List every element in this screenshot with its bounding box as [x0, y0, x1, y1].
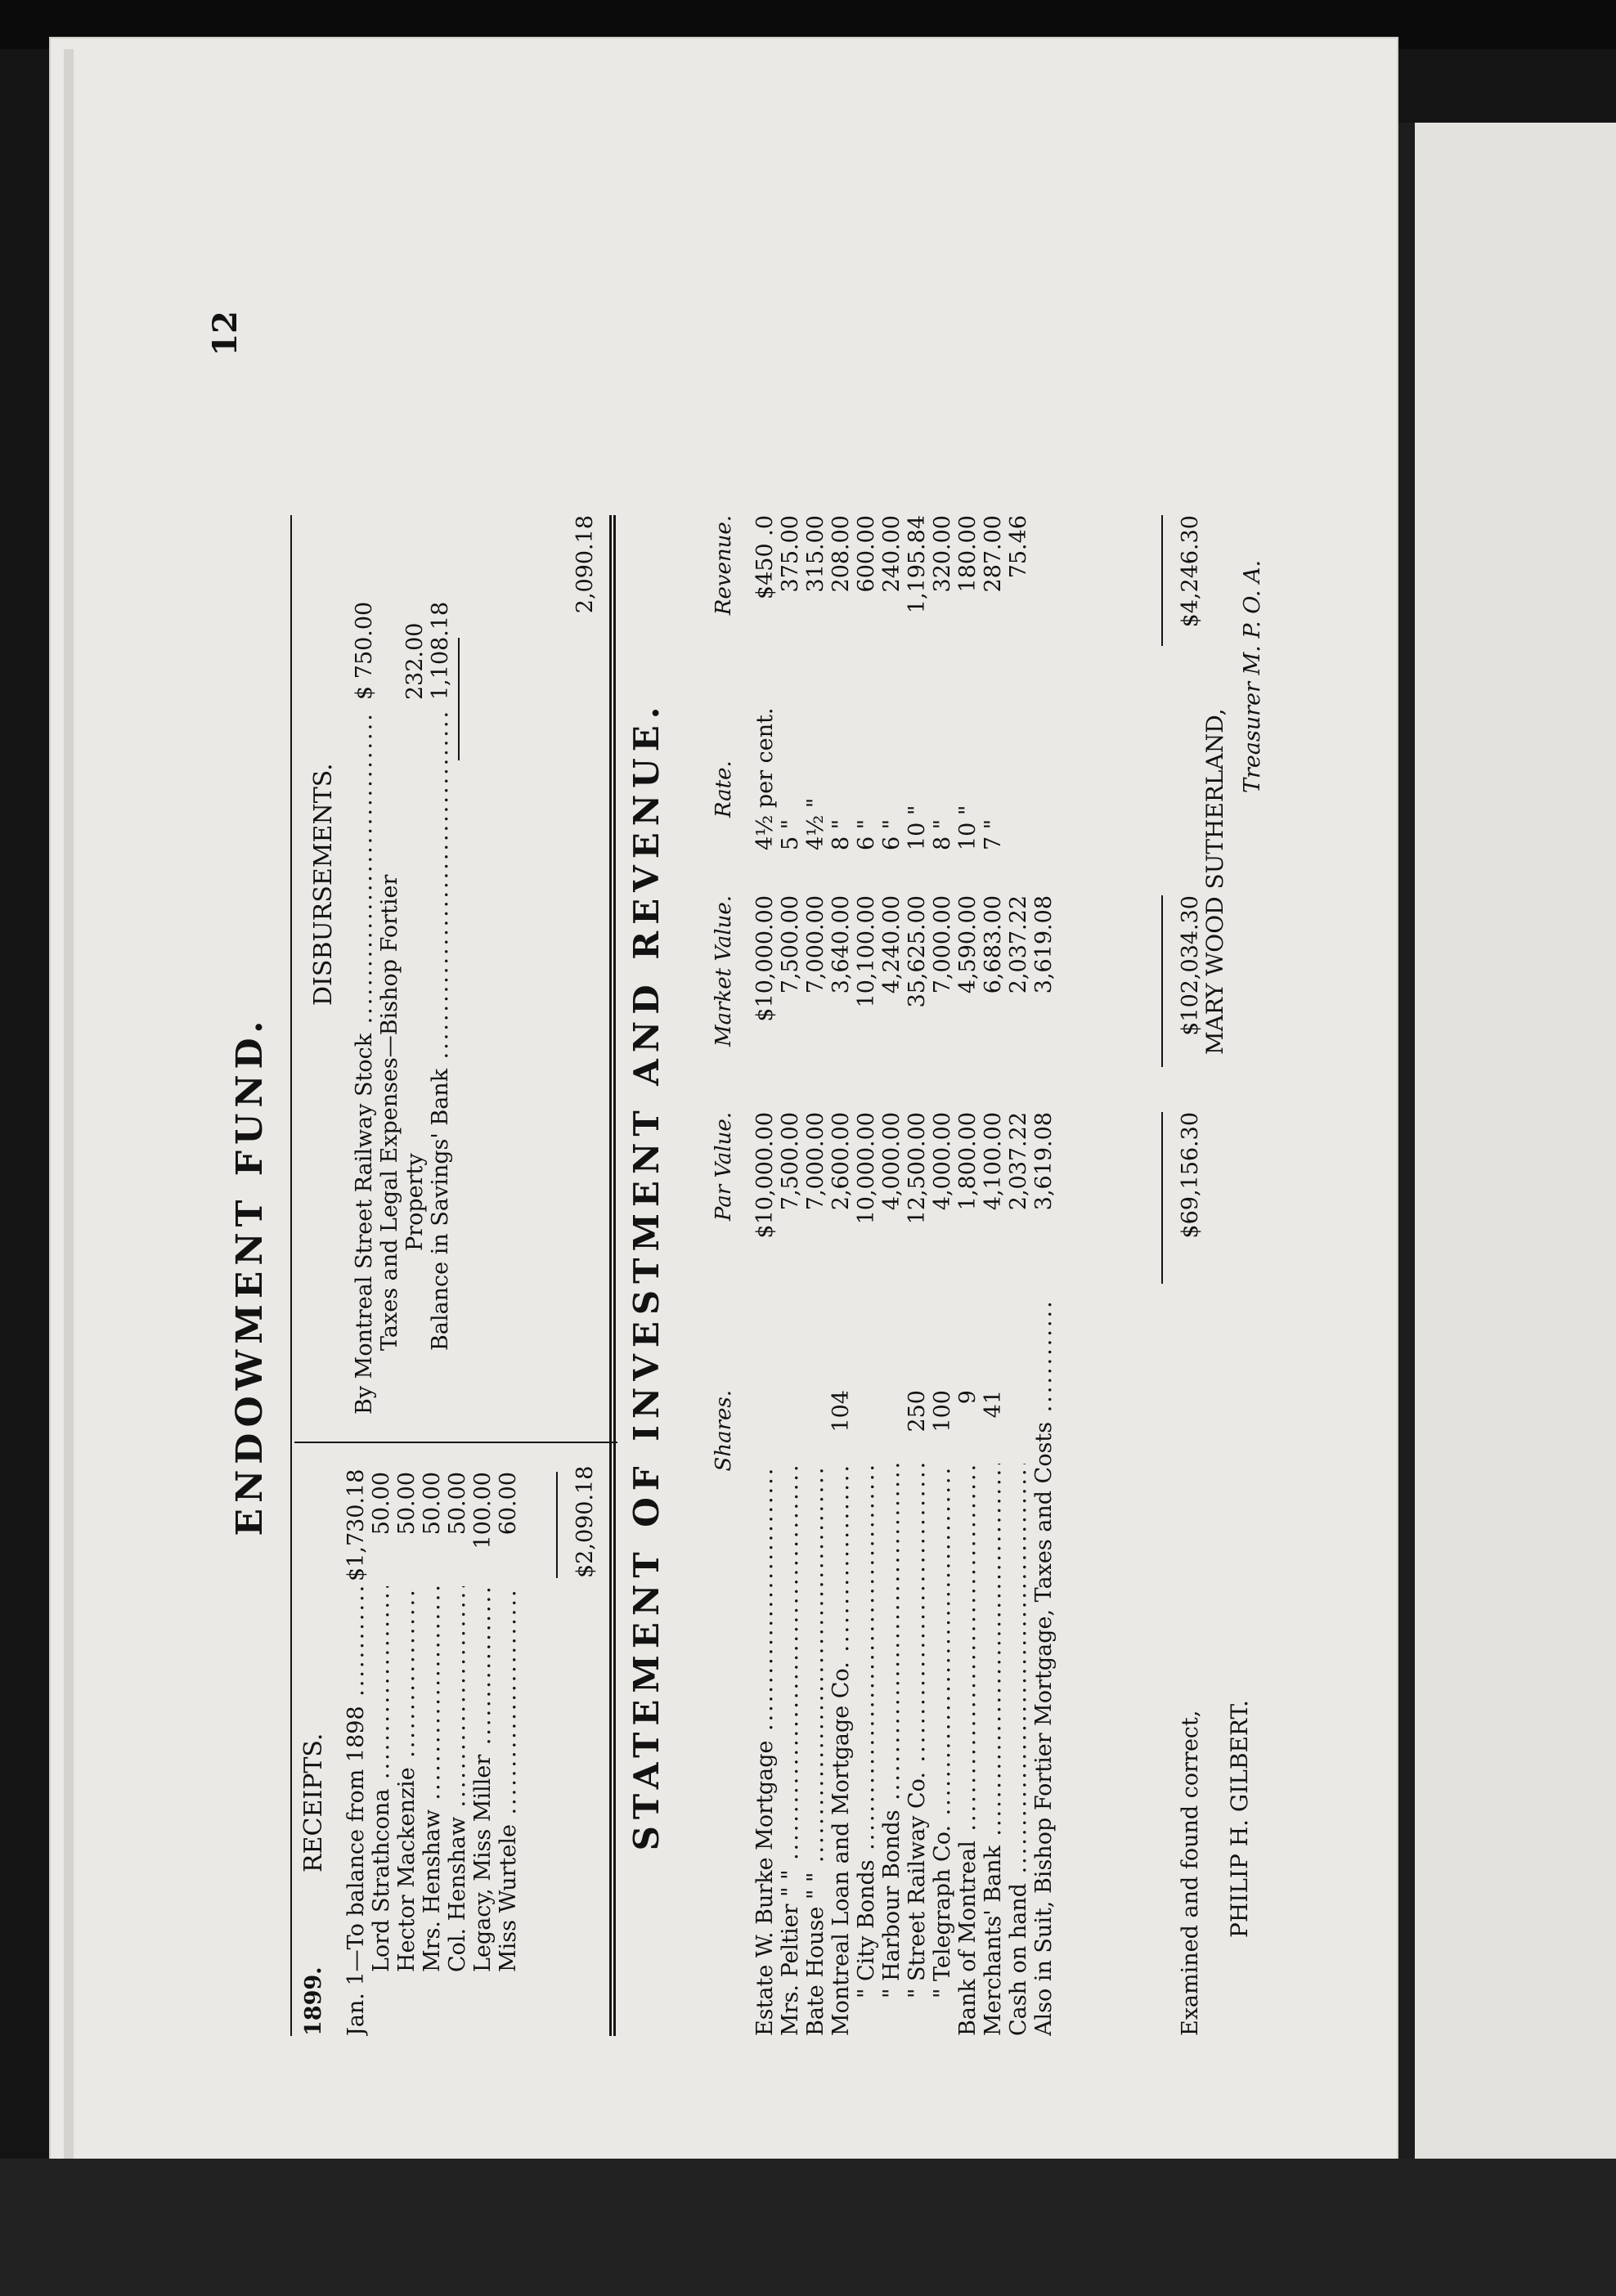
table-row	[981, 515, 1006, 2036]
receipt-row	[343, 1469, 369, 2036]
receipt-row	[445, 1472, 470, 2036]
holding-revenue: 600.00	[854, 515, 879, 593]
holding-rate: 6 "	[879, 818, 905, 850]
disbursements-heading: DISBURSEMENTS.	[309, 763, 338, 1006]
disbursement-label: Balance in Savings' Bank .....	[428, 711, 453, 1415]
table-row	[828, 515, 854, 2036]
holding-revenue: 1,195.84	[905, 515, 930, 614]
holding-name: " Telegraph Co. .....	[930, 1464, 955, 2036]
holding-rate: 6 "	[854, 818, 879, 850]
table-row	[905, 515, 930, 2036]
endowment-fund-title: ENDOWMENT FUND.	[229, 1015, 271, 1536]
table-row	[1006, 515, 1031, 2036]
receipt-label: Jan. 1—To balance from 1898 .....	[343, 1586, 369, 2036]
table-row	[879, 515, 905, 2036]
holding-par: 2,600.00	[828, 1112, 854, 1211]
receipt-label: Legacy, Miss Miller .....	[470, 1586, 496, 2036]
receipts-total: $2,090.18	[572, 1465, 598, 1578]
receipt-amount: 50.00	[420, 1472, 445, 1536]
receipt-amount: 50.00	[445, 1472, 470, 1536]
receipt-label: Hector Mackenzie .....	[394, 1586, 420, 2036]
holding-par: 3,619.08	[1031, 1112, 1057, 1211]
receipt-row	[369, 1472, 394, 2036]
table-row	[778, 515, 803, 2036]
holding-name: Bank of Montreal .....	[955, 1464, 981, 2036]
holding-name: Also in Suit, Bishop Fortier Mortgage, Taxes and Costs .....	[1031, 1300, 1057, 2036]
page-number: 12	[206, 311, 245, 357]
holding-rate: 8 "	[930, 818, 955, 850]
holding-shares: 104	[828, 1390, 854, 1433]
col-shares-header: Shares.	[711, 1390, 736, 1472]
disbursement-row	[377, 531, 402, 1415]
investment-table	[752, 515, 1057, 2036]
receipts-year: 1899.	[301, 1966, 326, 2036]
disbursement-row	[428, 531, 453, 1415]
holding-market: 4,240.00	[879, 895, 905, 994]
top-rule	[290, 515, 292, 2036]
holding-market: 6,683.00	[981, 895, 1006, 994]
holding-rate: 10 "	[955, 805, 981, 850]
disbursement-label: Property	[402, 1153, 428, 1251]
holding-par: 2,037.22	[1006, 1112, 1031, 1211]
holding-market: 4,590.00	[955, 895, 981, 994]
treasurer-title: Treasurer M. P. O. A.	[1240, 559, 1265, 793]
receipt-row	[496, 1472, 521, 2036]
disbursements-total: 2,090.18	[572, 515, 598, 614]
holding-name: " Harbour Bonds .....	[879, 1464, 905, 2036]
receipts-sum-rule	[556, 1472, 558, 1578]
section-divider	[609, 515, 616, 2036]
disbursement-row	[352, 531, 377, 1415]
disbursement-amount	[377, 531, 402, 711]
holding-market: 7,500.00	[778, 895, 803, 994]
receipts-list	[343, 1469, 521, 2036]
holding-revenue: 208.00	[828, 515, 854, 593]
holding-par: 12,500.00	[905, 1112, 930, 1225]
table-row	[930, 515, 955, 2036]
holding-rate: 4½ per cent.	[752, 707, 778, 850]
rotated-document	[206, 278, 1265, 2036]
holding-shares: 41	[981, 1390, 1006, 1419]
holding-par: 1,800.00	[955, 1112, 981, 1211]
revenue-sum-rule	[1161, 515, 1163, 646]
disbursements-sum-rule	[458, 638, 460, 760]
holding-par: 4,000.00	[879, 1112, 905, 1211]
holding-market: 10,100.00	[854, 895, 879, 1008]
holding-market: $10,000.00	[752, 895, 778, 1022]
receipt-row	[470, 1472, 496, 2036]
receipt-amount: 100.00	[470, 1472, 496, 1549]
holding-par: 4,100.00	[981, 1112, 1006, 1211]
holding-name: Estate W. Burke Mortgage .....	[752, 1464, 778, 2036]
holding-name: Montreal Loan and Mortgage Co. .....	[828, 1464, 854, 2036]
disbursement-label: Taxes and Legal Expenses—Bishop Fortier	[377, 874, 402, 1351]
holding-market: 35,625.00	[905, 895, 930, 1008]
disbursements-list	[352, 531, 453, 1415]
holding-rate: 4½ "	[803, 797, 828, 850]
holding-revenue: 375.00	[778, 515, 803, 593]
page-edge	[64, 49, 74, 2175]
holding-revenue: $450 .0	[752, 515, 778, 600]
receipt-amount: 60.00	[496, 1472, 521, 1536]
receipt-row	[420, 1472, 445, 2036]
auditor-signature: PHILIP H. GILBERT.	[1226, 1699, 1253, 1938]
holding-shares: 250	[905, 1390, 930, 1433]
holding-name: " City Bonds .....	[854, 1464, 879, 2036]
holding-shares: 100	[930, 1390, 955, 1433]
holding-revenue: 240.00	[879, 515, 905, 593]
col-market-header: Market Value.	[711, 895, 736, 1047]
holding-market: 7,000.00	[930, 895, 955, 994]
market-sum-rule	[1161, 895, 1163, 1067]
holding-rate: 7 "	[981, 818, 1006, 850]
receipt-label: Mrs. Henshaw .....	[420, 1586, 445, 2036]
receipt-amount: 50.00	[394, 1472, 420, 1536]
holding-market: 2,037.22	[1006, 895, 1031, 994]
col-par-header: Par Value.	[711, 1112, 736, 1222]
scan-bottom-band	[0, 2159, 1616, 2296]
holding-revenue: 75.46	[1006, 515, 1031, 579]
holding-rate: 8 "	[828, 818, 854, 850]
receipt-label: Miss Wurtele .....	[496, 1586, 521, 2036]
holding-name: Mrs. Peltier " " .....	[778, 1464, 803, 2036]
disbursement-amount: $ 750.00	[352, 601, 377, 700]
par-sum-rule	[1161, 1112, 1163, 1284]
holding-name: Cash on hand .....	[1006, 1464, 1031, 2036]
receipt-amount: 50.00	[369, 1472, 394, 1536]
table-row	[854, 515, 879, 2036]
holding-rate: 10 "	[905, 805, 930, 850]
holding-revenue: 320.00	[930, 515, 955, 593]
holding-name: Merchants' Bank .....	[981, 1464, 1006, 2036]
table-row	[752, 515, 778, 2036]
treasurer-signature: MARY WOOD SUTHERLAND,	[1201, 708, 1228, 1055]
column-divider	[294, 1442, 617, 1443]
holding-revenue: 287.00	[981, 515, 1006, 593]
holding-par: 10,000.00	[854, 1112, 879, 1225]
receipts-heading: RECEIPTS.	[299, 1733, 328, 1872]
total-market-value: $102,034.30	[1178, 895, 1203, 1036]
facing-page	[1398, 123, 1616, 2281]
holding-par: 7,000.00	[803, 1112, 828, 1211]
receipt-amount: $1,730.18	[343, 1469, 369, 1581]
total-par-value: $69,156.30	[1178, 1112, 1203, 1239]
holding-name: " Street Railway Co. .....	[905, 1464, 930, 2036]
receipt-label: Lord Strathcona .....	[369, 1586, 394, 2036]
receipt-label: Col. Henshaw .....	[445, 1586, 470, 2036]
disbursement-row	[402, 531, 428, 1415]
holding-rate: 5 "	[778, 818, 803, 850]
holding-market: 7,000.00	[803, 895, 828, 994]
holding-market: 3,619.08	[1031, 895, 1057, 994]
col-revenue-header: Revenue.	[711, 515, 736, 616]
disbursement-amount: 232.00	[402, 622, 428, 700]
table-row	[1031, 515, 1057, 2036]
holding-name: Bate House " " .....	[803, 1464, 828, 2036]
table-row	[955, 515, 981, 2036]
investment-statement-title: STATEMENT OF INVESTMENT AND REVENUE.	[626, 700, 667, 1851]
holding-revenue: 315.00	[803, 515, 828, 593]
holding-shares: 9	[955, 1390, 981, 1405]
holding-market: 3,640.00	[828, 895, 854, 994]
holding-par: 4,000.00	[930, 1112, 955, 1211]
total-revenue: $4,246.30	[1178, 515, 1203, 628]
holding-revenue: 180.00	[955, 515, 981, 593]
holding-par: 7,500.00	[778, 1112, 803, 1211]
receipt-row	[394, 1472, 420, 2036]
table-row	[803, 515, 828, 2036]
holding-par: $10,000.00	[752, 1112, 778, 1239]
examined-note: Examined and found correct,	[1178, 1710, 1203, 2036]
disbursement-amount: 1,108.18	[428, 601, 453, 700]
disbursement-label: By Montreal Street Railway Stock .....	[352, 711, 377, 1415]
col-rate-header: Rate.	[711, 760, 736, 818]
